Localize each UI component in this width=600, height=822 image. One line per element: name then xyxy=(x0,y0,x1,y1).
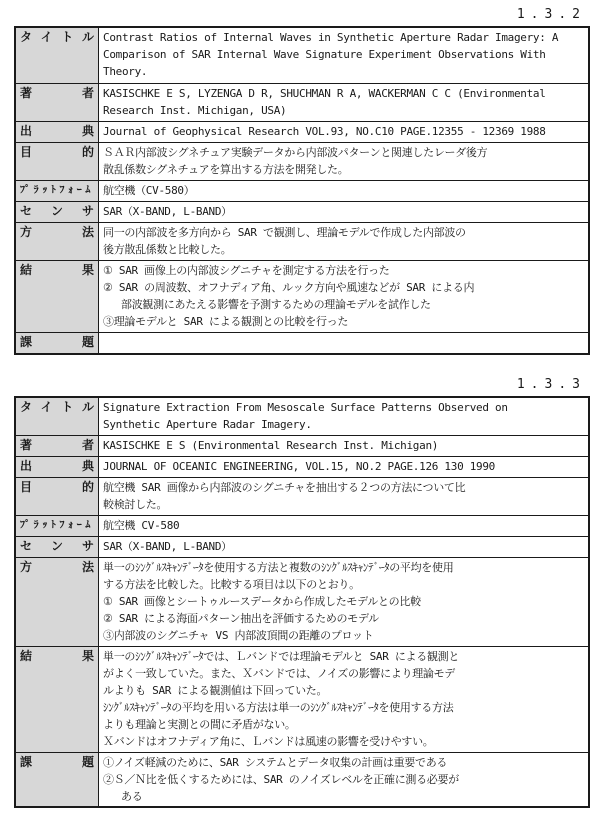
field-value xyxy=(99,27,590,83)
field-value xyxy=(99,222,590,260)
field-value xyxy=(99,477,590,515)
text-line: ある xyxy=(121,789,143,803)
row-platform xyxy=(15,515,589,536)
text-line: ① SAR 画像とシートゥルースデータから作成したモデルとの比較 xyxy=(103,594,421,608)
row-results xyxy=(15,260,589,332)
field-label: ﾌﾟﾗｯﾄﾌｫｰﾑ xyxy=(15,515,99,536)
field-value xyxy=(99,435,590,456)
field-value xyxy=(99,142,590,180)
text-line: ② SAR の周波数、オフナディア角、ルック方向や風速などが SAR による内 xyxy=(103,280,475,294)
text-line: ③内部波のシグニチャ VS 内部波頂間の距離のプロット xyxy=(103,628,374,642)
text-line: 同一の内部波を多方向から SAR で観測し、理論モデルで作成した内部波の xyxy=(103,225,466,239)
field-value xyxy=(99,260,590,332)
text-line: Comparison of SAR Internal Wave Signature Experiment Observations With xyxy=(103,48,546,61)
text-line: KASISCHKE E S (Environmental Research Inst. Michigan) xyxy=(103,438,439,452)
text-line: Signature Extraction From Mesoscale Surface Patterns Observed on xyxy=(103,401,508,414)
field-label: 著者 xyxy=(15,435,99,456)
field-label: 出典 xyxy=(15,456,99,477)
text-line: 部波観測にあたえる影響を予測するための理論モデルを試作した xyxy=(121,297,431,311)
field-value xyxy=(99,121,590,142)
text-line: 較検討した。 xyxy=(103,497,168,511)
record-table xyxy=(14,396,590,808)
field-label: 著者 xyxy=(15,83,99,121)
text-line: 航空機（CV-580） xyxy=(103,183,195,197)
field-label: 結果 xyxy=(15,260,99,332)
field-label: 出典 xyxy=(15,121,99,142)
text-line: ②Ｓ／Ｎ比を低くするためには、SAR のノイズレベルを正確に測る必要が xyxy=(103,772,459,786)
row-platform xyxy=(15,180,589,201)
record-number: 1.3.3 xyxy=(516,377,586,392)
text-line: ｼﾝｸﾞﾙｽｷｬﾝﾃﾞｰﾀの平均を用いる方法は単一のｼﾝｸﾞﾙｽｷｬﾝﾃﾞｰﾀを使用する方法 xyxy=(103,700,454,714)
row-method xyxy=(15,557,589,646)
field-value xyxy=(99,456,590,477)
field-label: タイトル xyxy=(15,397,99,435)
field-value xyxy=(99,83,590,121)
text-line: Ｘバンドはオフナディア角に、Ｌバンドは風速の影響を受けやすい。 xyxy=(103,734,434,748)
row-sensor xyxy=(15,536,589,557)
field-value xyxy=(99,536,590,557)
text-line: ①ノイズ軽減のために、SAR システムとデータ収集の計画は重要である xyxy=(103,755,448,769)
row-title xyxy=(15,397,589,435)
field-value xyxy=(99,180,590,201)
text-line: よりも理論と実測との間に矛盾がない。 xyxy=(103,717,296,731)
text-line: ② SAR による海面パターン抽出を評価するためのモデル xyxy=(103,611,379,625)
row-issues xyxy=(15,332,589,354)
field-label: 課題 xyxy=(15,332,99,354)
field-label: 目的 xyxy=(15,477,99,515)
row-sensor xyxy=(15,201,589,222)
field-value xyxy=(99,646,590,752)
row-method xyxy=(15,222,589,260)
text-line: Journal of Geophysical Research VOL.93, NO.C10 PAGE.12355 - 12369 1988 xyxy=(103,124,546,138)
row-purpose xyxy=(15,477,589,515)
field-label: タイトル xyxy=(15,27,99,83)
field-label: センサ xyxy=(15,201,99,222)
field-value xyxy=(99,201,590,222)
field-value xyxy=(99,557,590,646)
row-title xyxy=(15,27,589,83)
field-label: 方法 xyxy=(15,222,99,260)
text-line: する方法を比較した。比較する項目は以下のとおり。 xyxy=(103,577,360,591)
row-authors xyxy=(15,435,589,456)
field-label: 方法 xyxy=(15,557,99,646)
text-line: ① SAR 画像上の内部波シグニチャを測定する方法を行った xyxy=(103,263,390,277)
field-label: ﾌﾟﾗｯﾄﾌｫｰﾑ xyxy=(15,180,99,201)
field-label: 目的 xyxy=(15,142,99,180)
text-line: Theory. xyxy=(103,65,148,78)
text-line: がよく一致していた。また、Ｘバンドでは、ノイズの影響により理論モデ xyxy=(103,666,455,680)
field-label: 結果 xyxy=(15,646,99,752)
text-line: 散乱係数シグネチュアを算出する方法を開発した。 xyxy=(103,162,349,176)
field-label: センサ xyxy=(15,536,99,557)
field-value xyxy=(99,397,590,435)
text-line: 単一のｼﾝｸﾞﾙｽｷｬﾝﾃﾞｰﾀを使用する方法と複数のｼﾝｸﾞﾙｽｷｬﾝﾃﾞｰﾀの平均を使用 xyxy=(103,560,454,574)
text-line: ③理論モデルと SAR による観測との比較を行った xyxy=(103,314,349,328)
text-line: Synthetic Aperture Radar Imagery. xyxy=(103,418,312,431)
row-source xyxy=(15,121,589,142)
row-issues xyxy=(15,752,589,807)
text-line: 航空機 SAR 画像から内部波のシグニチャを抽出する２つの方法について比 xyxy=(103,480,466,494)
text-line: 後方散乱係数と比較した。 xyxy=(103,242,232,256)
field-value xyxy=(99,332,590,354)
field-value xyxy=(99,515,590,536)
record-number: 1.3.2 xyxy=(516,7,586,22)
text-line: KASISCHKE E S, LYZENGA D R, SHUCHMAN R A, WACKERMAN C C (Environmental xyxy=(103,86,546,100)
row-purpose xyxy=(15,142,589,180)
row-results xyxy=(15,646,589,752)
row-source xyxy=(15,456,589,477)
text-line: Contrast Ratios of Internal Waves in Synthetic Aperture Radar Imagery: A xyxy=(103,31,559,44)
text-line: ルよりも SAR による観測値は下回っていた。 xyxy=(103,683,328,697)
text-line: ＳＡＲ内部波シグネチュア実験データから内部波パターンと関連したレーダ後方 xyxy=(103,145,488,159)
record-table xyxy=(14,26,590,355)
text-line: SAR（X-BAND, L-BAND） xyxy=(103,539,232,553)
text-line: Research Inst. Michigan, USA) xyxy=(103,103,287,117)
row-authors xyxy=(15,83,589,121)
text-line: SAR（X-BAND, L-BAND） xyxy=(103,204,232,218)
text-line: 航空機 CV-580 xyxy=(103,518,180,532)
text-line: JOURNAL OF OCEANIC ENGINEERING, VOL.15, NO.2 PAGE.126 130 1990 xyxy=(103,459,495,473)
field-label: 課題 xyxy=(15,752,99,807)
text-line: 単一のｼﾝｸﾞﾙｽｷｬﾝﾃﾞｰﾀでは、Ｌバンドでは理論モデルと SAR による観測と xyxy=(103,649,460,663)
field-value xyxy=(99,752,590,807)
